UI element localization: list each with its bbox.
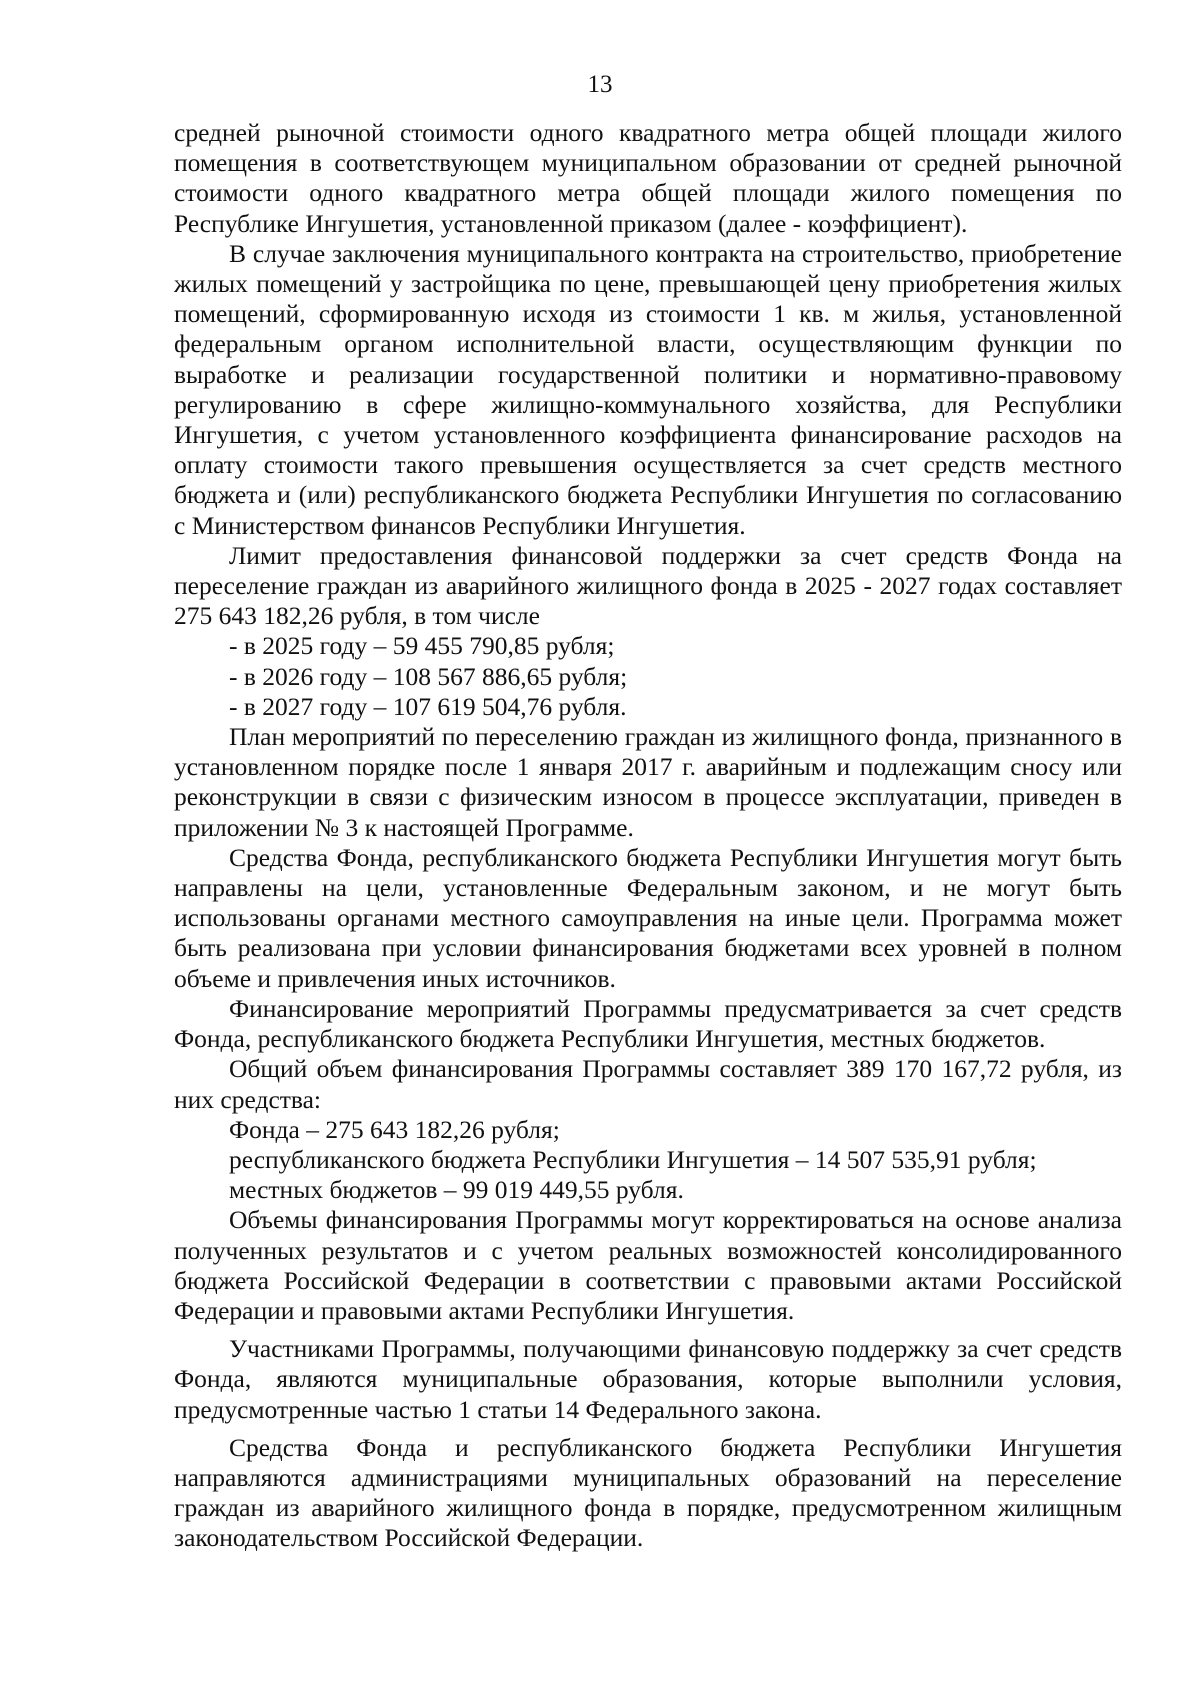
list-item-2026: - в 2026 году – 108 567 886,65 рубля; bbox=[229, 661, 628, 691]
paragraph-fund-direction: Средства Фонда и республиканского бюджета Республики Ингушетия направляются администрациями муниципальных образований на переселение граждан из аварийного жилищного фонда в порядке, предусмотренном жилищным законодательством Российской Федерации. bbox=[174, 1432, 1122, 1553]
list-item-local-budgets: местных бюджетов – 99 019 449,55 рубля. bbox=[229, 1175, 684, 1205]
paragraph-financing-sources: Финансирование мероприятий Программы предусматривается за счет средств Фонда, республиканского бюджета Республики Ингушетия, местных бюджетов. bbox=[174, 993, 1122, 1054]
page-number: 13 bbox=[587, 71, 613, 98]
document-body bbox=[174, 118, 1122, 1554]
list-item-fund: Фонда – 275 643 182,26 рубля; bbox=[229, 1114, 560, 1144]
paragraph-total-financing: Общий объем финансирования Программы составляет 389 170 167,72 рубля, из них средства: bbox=[174, 1054, 1122, 1114]
paragraph-resettlement-plan: План мероприятий по переселению граждан из жилищного фонда, признанного в установленном порядке после 1 января 2017 г. аварийным и подлежащим сносу или реконструкции в связи с физическим износом в процессе эксплуатации, приведен в приложении № 3 к настоящей Программе. bbox=[174, 722, 1122, 842]
paragraph-financing-adjustment: Объемы финансирования Программы могут корректироваться на основе анализа полученных результатов и с учетом реальных возможностей консолидированного бюджета Российской Федерации в соответствии с правовыми актами Российской Федерации и правовыми актами Республики Ингушетия. bbox=[174, 1205, 1122, 1325]
list-item-republican-budget: республиканского бюджета Республики Ингушетия – 14 507 535,91 рубля; bbox=[229, 1144, 1037, 1174]
paragraph-coefficient-continuation: средней рыночной стоимости одного квадратного метра общей площади жилого помещения в соответствующем муниципальном образовании от средней рыночной стоимости одного квадратного метра общей площади жилого помещения по Республике Ингушетия, установленной приказом (далее - коэффициент). bbox=[174, 118, 1122, 238]
paragraph-fund-limit: Лимит предоставления финансовой поддержки за счет средств Фонда на переселение граждан из аварийного жилищного фонда в 2025 - 2027 годах составляет 275 643 182,26 рубля, в том числе bbox=[174, 540, 1122, 631]
list-item-2027: - в 2027 году – 107 619 504,76 рубля. bbox=[229, 691, 627, 721]
paragraph-fund-usage: Средства Фонда, республиканского бюджета Республики Ингушетия могут быть направлены на цели, установленные Федеральным законом, и не могут быть использованы органами местного самоуправления на иные цели. Программа может быть реализована при условии финансирования бюджетами всех уровней в полном объеме и привлечения иных источников. bbox=[174, 842, 1122, 993]
paragraph-municipal-contract: В случае заключения муниципального контракта на строительство, приобретение жилых помещений у застройщика по цене, превышающей цену приобретения жилых помещений, сформированную исходя из стоимости 1 кв. м жилья, установленной федеральным органом исполнительной власти, осуществляющим функции по выработке и реализации государственной политики и нормативно-правовому регулированию в сфере жилищно-коммунального хозяйства, для Республики Ингушетия, с учетом установленного коэффициента финансирование расходов на оплату стоимости такого превышения осуществляется за счет средств местного бюджета и (или) республиканского бюджета Республики Ингушетия по согласованию с Министерством финансов Республики Ингушетия. bbox=[174, 238, 1122, 540]
paragraph-program-participants: Участниками Программы, получающими финансовую поддержку за счет средств Фонда, являются муниципальные образования, которые выполнили условия, предусмотренные частью 1 статьи 14 Федерального закона. bbox=[174, 1334, 1122, 1424]
list-item-2025: - в 2025 году – 59 455 790,85 рубля; bbox=[229, 631, 615, 661]
